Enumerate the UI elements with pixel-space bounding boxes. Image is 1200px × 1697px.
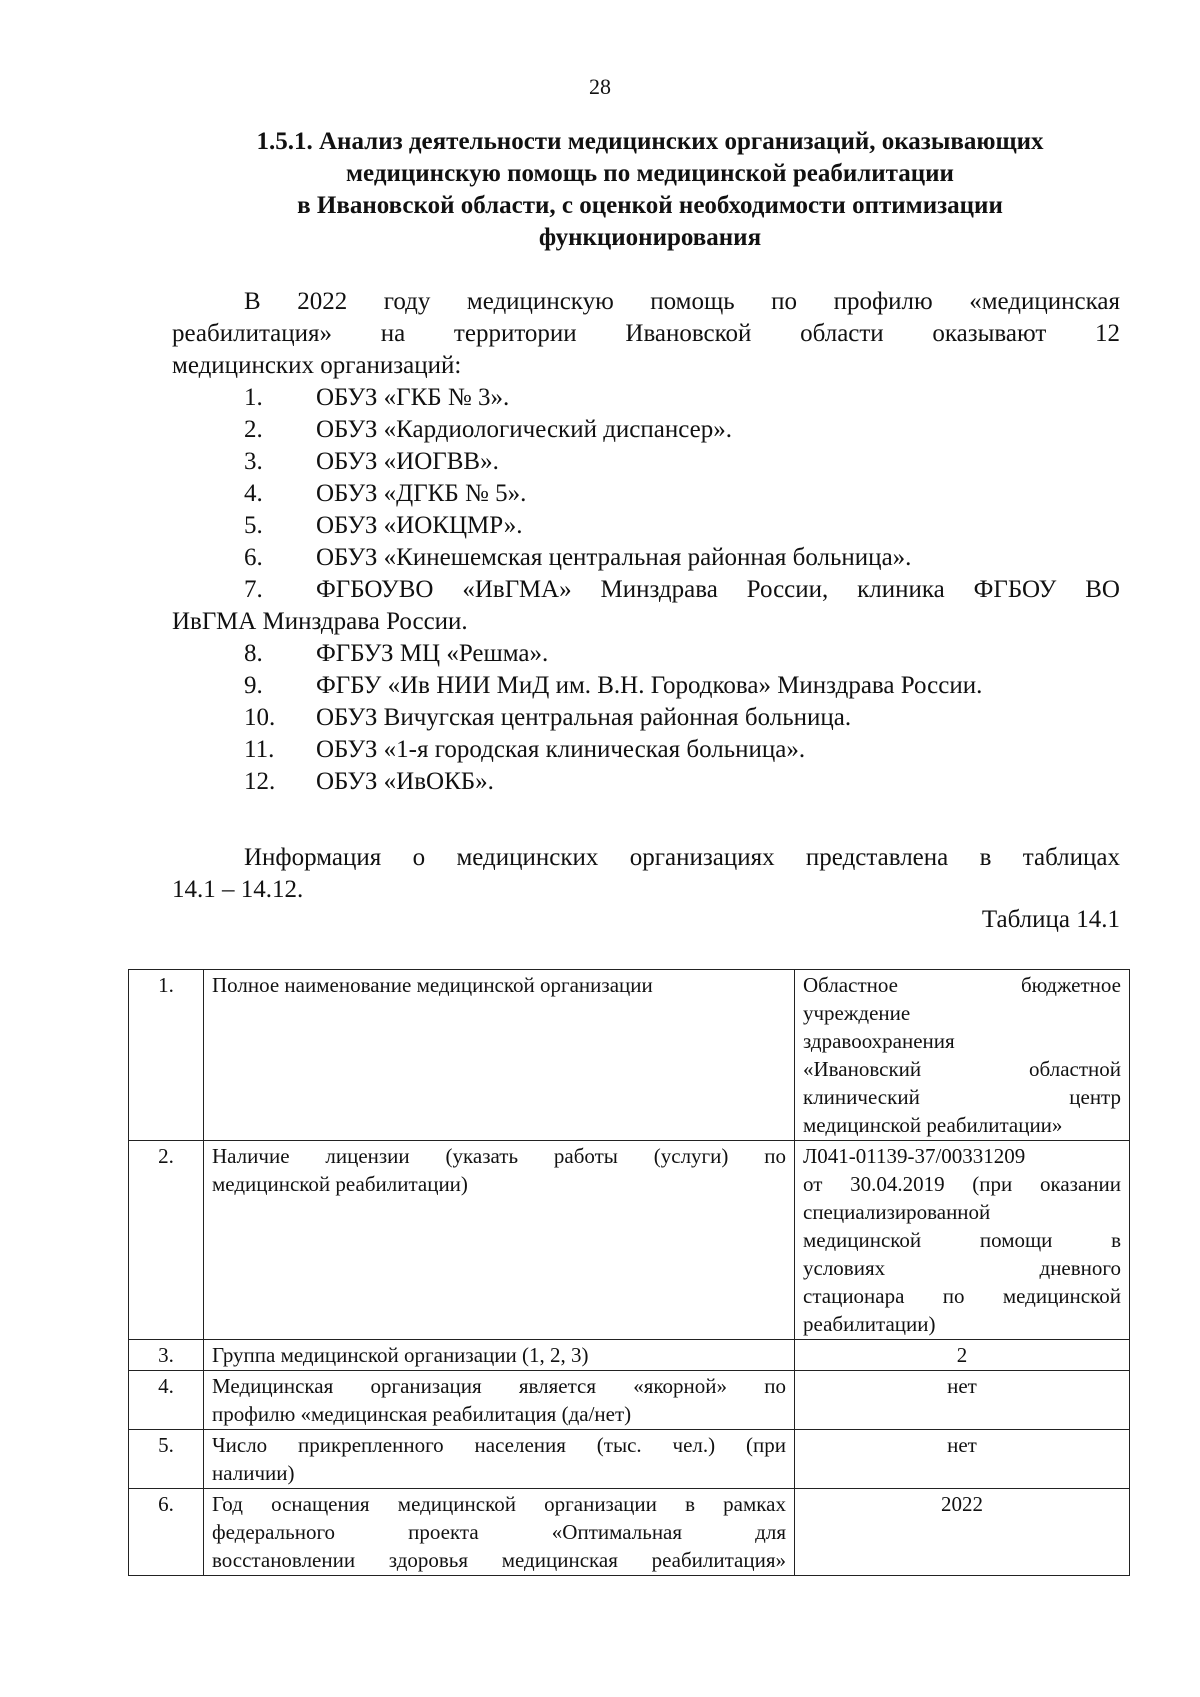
row-value-line: клинический центр <box>803 1085 1121 1109</box>
row-label-line: Наличие лицензии (указать работы (услуги) по <box>212 1144 786 1168</box>
list-item-text-first: ФГБОУВО «ИвГМА» Минздрава России, клиника ФГБОУ ВО <box>316 576 1120 603</box>
row-value-line: специализированной <box>803 1200 991 1224</box>
table-row <box>129 1430 1130 1489</box>
list-item-number: 4. <box>244 480 263 507</box>
list-item <box>172 510 1120 542</box>
list-item-text: ОБУЗ «ИвОКБ». <box>316 768 494 795</box>
row-label-line: федерального проекта «Оптимальная для <box>212 1520 786 1544</box>
row-value-line: стационара по медицинской <box>803 1284 1121 1308</box>
row-value-line: Л041-01139-37/00331209 <box>803 1144 1026 1168</box>
organization-list <box>172 382 1120 798</box>
list-item <box>172 542 1120 574</box>
row-label <box>204 1371 795 1430</box>
row-label <box>204 1340 795 1371</box>
list-item <box>172 638 1120 670</box>
row-number: 3. <box>129 1340 204 1371</box>
table-row <box>129 1141 1130 1340</box>
row-number: 5. <box>129 1430 204 1489</box>
info-line: Информация о медицинских организациях представлена в таблицах <box>244 844 1120 871</box>
section-title-line: медицинскую помощь по медицинской реабилитации <box>346 160 954 187</box>
row-label-line: профилю «медицинская реабилитация (да/нет) <box>212 1402 632 1426</box>
list-item-number: 5. <box>244 512 263 539</box>
list-item <box>172 734 1120 766</box>
intro-line: медицинских организаций: <box>172 352 462 379</box>
list-item-number: 12. <box>244 768 276 795</box>
info-line: 14.1 – 14.12. <box>172 876 304 903</box>
list-item <box>172 478 1120 510</box>
list-item-number: 6. <box>244 544 263 571</box>
row-value-line: условиях дневного <box>803 1256 1121 1280</box>
row-label-line: Группа медицинской организации (1, 2, 3) <box>212 1343 589 1367</box>
list-item-text: ФГБУ «Ив НИИ МиД им. В.Н. Городкова» Минздрава России. <box>316 672 983 699</box>
list-item-number: 8. <box>244 640 263 667</box>
row-value-line: медицинской помощи в <box>803 1228 1121 1252</box>
row-label-line: Медицинская организация является «якорной» по <box>212 1374 786 1398</box>
page-number: 28 <box>589 74 611 99</box>
list-item-number: 10. <box>244 704 276 731</box>
table-caption: Таблица 14.1 <box>981 906 1120 933</box>
table-row <box>129 1371 1130 1430</box>
row-label-line: восстановлении здоровья медицинская реабилитация» <box>212 1548 786 1572</box>
list-item-text: ФГБУЗ МЦ «Решма». <box>316 640 549 667</box>
row-value: 2 <box>795 1340 1130 1371</box>
row-value <box>795 970 1130 1141</box>
list-item <box>172 382 1120 414</box>
list-item-number: 1. <box>244 384 263 411</box>
row-label-line: медицинской реабилитации) <box>212 1172 468 1196</box>
row-number: 2. <box>129 1141 204 1340</box>
row-label <box>204 1430 795 1489</box>
list-item <box>172 766 1120 798</box>
list-item <box>172 670 1120 702</box>
list-item-text: ОБУЗ «ДГКБ № 5». <box>316 480 527 507</box>
row-number: 1. <box>129 970 204 1141</box>
intro-line: В 2022 году медицинскую помощь по профилю «медицинская <box>244 288 1120 315</box>
row-value-line: здравоохранения <box>803 1029 955 1053</box>
list-item-text: ОБУЗ «ИОГВВ». <box>316 448 499 475</box>
list-item-number: 7. <box>244 576 263 603</box>
list-item-number: 9. <box>244 672 263 699</box>
intro-line: реабилитация» на территории Ивановской области оказывают 12 <box>172 320 1120 347</box>
list-item-number: 11. <box>244 736 275 763</box>
list-item-text: ОБУЗ «Кардиологический диспансер». <box>316 416 733 443</box>
list-item-text: ОБУЗ «Кинешемская центральная районная больница». <box>316 544 912 571</box>
list-item-text: ОБУЗ «ИОКЦМР». <box>316 512 523 539</box>
list-item <box>172 414 1120 446</box>
row-value-line: Областное бюджетное <box>803 973 1121 997</box>
row-value-line: реабилитации) <box>803 1312 936 1336</box>
row-value-line: учреждение <box>803 1001 911 1025</box>
intro-paragraph <box>172 286 1120 382</box>
list-item <box>172 446 1120 478</box>
section-title-line: в Ивановской области, с оценкой необходимости оптимизации <box>297 192 1003 219</box>
row-label <box>204 970 795 1141</box>
section-title <box>150 126 1150 254</box>
list-item-text: ОБУЗ «ГКБ № 3». <box>316 384 510 411</box>
row-value: нет <box>795 1430 1130 1489</box>
row-label-line: Число прикрепленного населения (тыс. чел.) (при <box>212 1433 786 1457</box>
row-value-line: «Ивановский областной <box>803 1057 1121 1081</box>
row-label-line: Год оснащения медицинской организации в рамках <box>212 1492 786 1516</box>
list-item <box>172 702 1120 734</box>
row-label <box>204 1141 795 1340</box>
list-item-number: 2. <box>244 416 263 443</box>
row-label-line: Полное наименование медицинской организации <box>212 973 653 997</box>
row-number: 4. <box>129 1371 204 1430</box>
table-row <box>129 1489 1130 1576</box>
list-item-text <box>172 574 1120 606</box>
row-number: 6. <box>129 1489 204 1576</box>
info-paragraph <box>172 842 1120 906</box>
row-label-line: наличии) <box>212 1461 295 1485</box>
section-title-line: функционирования <box>538 224 762 251</box>
row-value <box>795 1141 1130 1340</box>
row-value-line: от 30.04.2019 (при оказании <box>803 1172 1121 1196</box>
list-item-number: 3. <box>244 448 263 475</box>
list-item-text-rest: ИвГМА Минздрава России. <box>172 608 468 635</box>
row-label <box>204 1489 795 1576</box>
list-item-text: ОБУЗ Вичугская центральная районная больница. <box>316 704 852 731</box>
table-row <box>129 970 1130 1141</box>
row-value: 2022 <box>795 1489 1130 1576</box>
table-row <box>129 1340 1130 1371</box>
list-item <box>172 574 1120 638</box>
row-value-line: медицинской реабилитации» <box>803 1113 1063 1137</box>
list-item-text: ОБУЗ «1-я городская клиническая больница». <box>316 736 806 763</box>
section-title-line: 1.5.1. Анализ деятельности медицинских организаций, оказывающих <box>256 128 1044 155</box>
row-value: нет <box>795 1371 1130 1430</box>
organization-info-table <box>128 969 1130 1576</box>
